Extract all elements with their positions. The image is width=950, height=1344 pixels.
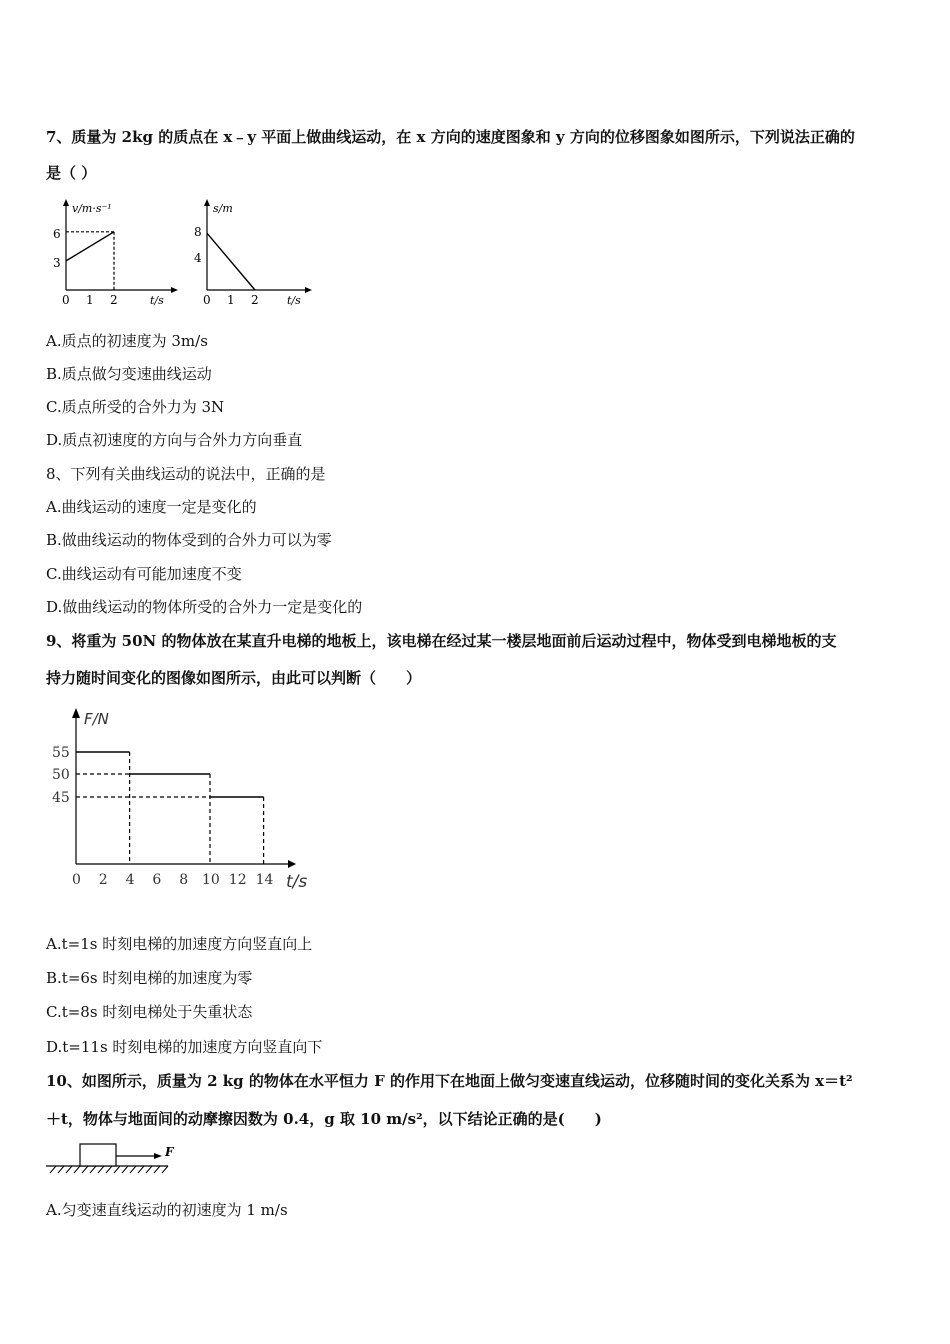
q8-stem: 8、下列有关曲线运动的说法中，正确的是 (46, 465, 326, 483)
q9-option-c: C.t=8s 时刻电梯处于失重状态 (46, 1003, 253, 1021)
vt-ylabel: v/m·s⁻¹ (72, 202, 112, 215)
ft-ytick-50: 50 (52, 767, 70, 783)
vt-xlabel: t/s (150, 294, 164, 307)
vt-xtick-2: 2 (110, 293, 118, 307)
ft-ytick-45: 45 (52, 790, 70, 806)
st-y-arrow (204, 199, 210, 206)
q10-option-a: A.匀变速直线运动的初速度为 1 m/s (46, 1201, 288, 1219)
q7-option-b: B.质点做匀变速曲线运动 (46, 365, 212, 383)
ft-x-arrow (288, 860, 296, 868)
st-data-line (207, 233, 255, 290)
q9-option-d: D.t=11s 时刻电梯的加速度方向竖直向下 (46, 1038, 323, 1056)
q7-vt-graph (46, 198, 181, 310)
force-arrowhead (154, 1153, 162, 1159)
q9-stem-line2: 持力随时间变化的图像如图所示，由此可以判断（ ） (46, 669, 422, 687)
ground-hatching (50, 1166, 168, 1173)
q7-stem-line2: 是（ ） (46, 164, 97, 182)
ft-xtick-8: 8 (179, 872, 189, 888)
q8-option-d: D.做曲线运动的物体所受的合外力一定是变化的 (46, 598, 363, 616)
q9-option-b: B.t=6s 时刻电梯的加速度为零 (46, 969, 253, 987)
force-label: F (165, 1145, 174, 1159)
q7-option-c: C.质点所受的合外力为 3N (46, 398, 225, 416)
q7-option-a: A.质点的初速度为 3m/s (46, 332, 208, 350)
q8-option-c: C.曲线运动有可能加速度不变 (46, 565, 242, 583)
vt-xtick-0: 0 (62, 293, 70, 307)
vt-ytick-6: 6 (53, 227, 61, 241)
q7-stem-line1: 7、质量为 2kg 的质点在 x﹣y 平面上做曲线运动，在 x 方向的速度图象和 y 方向的位移图象如图所示，下列说法正确的 (46, 128, 855, 146)
st-xtick-1: 1 (227, 293, 235, 307)
q10-stem-line2: ＋t，物体与地面间的动摩擦因数为 0.4，g 取 10 m/s²，以下结论正确的是( ) (46, 1110, 602, 1128)
q9-stem-line1: 9、将重为 50N 的物体放在某直升电梯的地板上，该电梯在经过某一楼层地面前后运动过程中，物体受到电梯地板的支 (46, 632, 837, 650)
vt-data-line (66, 232, 114, 261)
ft-xtick-0: 0 (72, 872, 81, 888)
vt-x-arrow (171, 287, 178, 293)
ft-xtick-2: 2 (98, 872, 108, 888)
st-xlabel: t/s (287, 294, 301, 307)
q9-option-a: A.t=1s 时刻电梯的加速度方向竖直向上 (46, 935, 313, 953)
st-x-arrow (305, 287, 312, 293)
vt-y-arrow (63, 199, 69, 206)
ft-xtick-6: 6 (152, 872, 162, 888)
ft-ylabel: F/N (84, 710, 109, 728)
ft-xtick-14: 14 (255, 872, 274, 888)
ft-ytick-55: 55 (52, 745, 70, 761)
q8-option-a: A.曲线运动的速度一定是变化的 (46, 498, 257, 516)
q8-option-b: B.做曲线运动的物体受到的合外力可以为零 (46, 531, 332, 549)
q10-stem-line1: 10、如图所示，质量为 2 kg 的物体在水平恒力 F 的作用下在地面上做匀变速直线运动，位移随时间的变化关系为 x＝t² (46, 1072, 853, 1090)
q9-ft-graph (46, 702, 316, 898)
ft-xtick-12: 12 (228, 872, 247, 888)
q7-option-d: D.质点初速度的方向与合外力方向垂直 (46, 431, 303, 449)
st-xtick-2: 2 (251, 293, 259, 307)
q10-block-figure (46, 1140, 186, 1180)
ft-xlabel: t/s (286, 872, 308, 892)
st-ytick-4: 4 (194, 251, 202, 265)
ft-xtick-10: 10 (202, 872, 220, 888)
vt-ytick-3: 3 (53, 256, 61, 270)
st-xtick-0: 0 (203, 293, 211, 307)
ft-y-arrow (72, 708, 80, 718)
st-ylabel: s/m (213, 202, 233, 215)
block (80, 1144, 116, 1166)
st-ytick-8: 8 (194, 225, 202, 239)
q7-st-graph (187, 198, 322, 310)
ft-xtick-4: 4 (125, 872, 135, 888)
vt-xtick-1: 1 (86, 293, 94, 307)
